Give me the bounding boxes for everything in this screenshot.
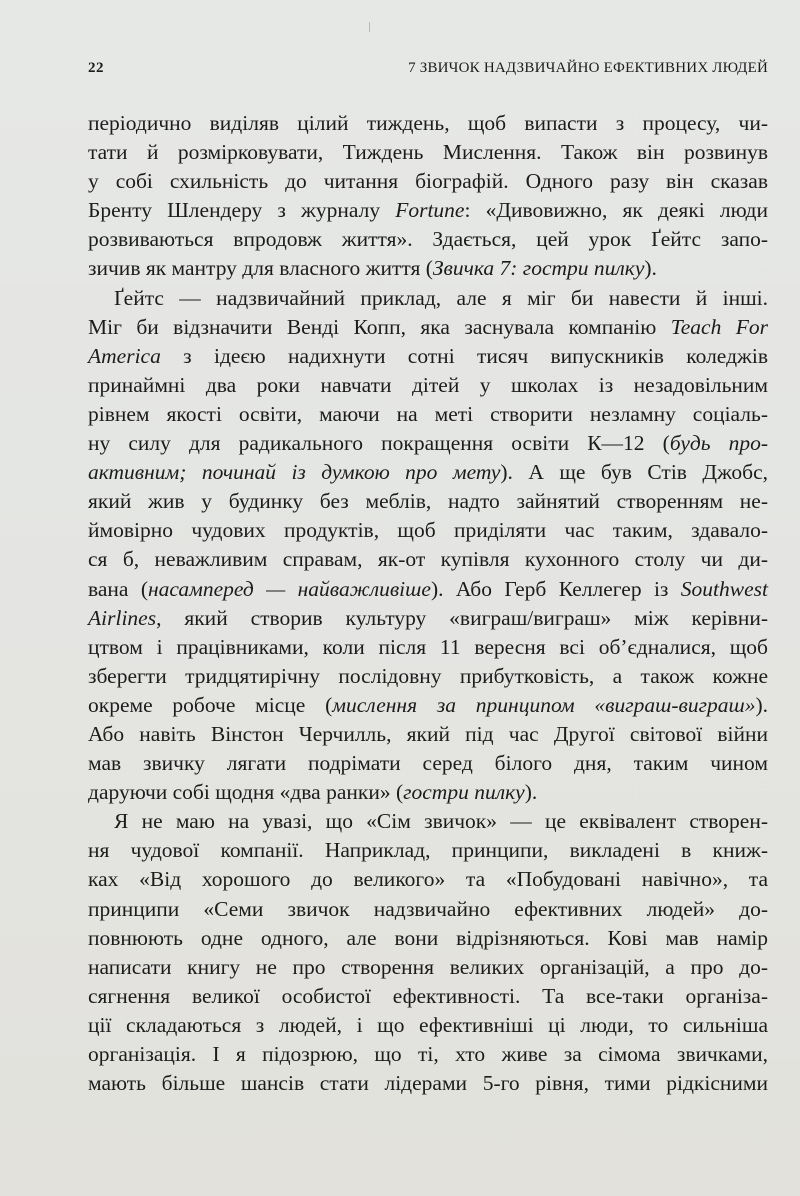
text-line bbox=[88, 865, 768, 894]
text-segment: ). А ще був Стів Джобс, bbox=[500, 460, 768, 485]
scan-artifact-mark bbox=[369, 22, 370, 32]
text-segment: тати й розмірковувати, Тиждень Мислення. Також він розвинув bbox=[88, 140, 768, 165]
running-title: 7 ЗВИЧОК НАДЗВИЧАЙНО ЕФЕКТИВНИХ ЛЮДЕЙ bbox=[408, 60, 768, 76]
text-segment: Я не маю на увазі, що «Сім звичок» — це еквівалент створен- bbox=[114, 809, 768, 834]
text-line bbox=[88, 1011, 768, 1040]
text-segment: ймовірно чудових продуктів, щоб приділяти час таким, здавало- bbox=[88, 518, 768, 543]
italic-text-segment: America bbox=[88, 343, 161, 368]
text-line bbox=[88, 633, 768, 662]
text-segment: Бренту Шлендеру з журналу bbox=[88, 198, 396, 223]
text-line bbox=[88, 662, 768, 691]
text-segment: сягнення великої особистої ефективності. Та все-таки організа- bbox=[88, 983, 768, 1008]
text-segment: принципи «Семи звичок надзвичайно ефективних людей» до- bbox=[88, 896, 768, 921]
text-line bbox=[88, 1069, 768, 1098]
text-segment: ). Або Герб Келлегер із bbox=[430, 576, 681, 601]
text-segment: даруючи собі щодня «два ранки» ( bbox=[88, 780, 404, 805]
text-segment: вана ( bbox=[88, 576, 148, 601]
text-segment: написати книгу не про створення великих організацій, а про до- bbox=[88, 954, 768, 979]
text-line bbox=[88, 429, 768, 458]
text-line bbox=[88, 342, 768, 371]
text-line bbox=[88, 924, 768, 953]
text-segment: окреме робоче місце ( bbox=[88, 692, 333, 717]
text-line bbox=[88, 807, 768, 836]
text-segment: ). bbox=[524, 780, 538, 805]
text-line bbox=[88, 604, 768, 633]
text-segment: ня чудової компанії. Наприклад, принципи, викладені в книж- bbox=[88, 838, 768, 863]
text-line bbox=[88, 225, 768, 254]
text-line bbox=[88, 778, 768, 807]
italic-text-segment: Teach For bbox=[670, 314, 768, 339]
text-line bbox=[88, 371, 768, 400]
text-line bbox=[88, 749, 768, 778]
text-segment: ся б, неважливим справам, як-от купівля кухонного столу чи ди- bbox=[88, 547, 768, 572]
text-segment: у собі схильність до читання біографій. Одного разу він сказав bbox=[88, 169, 768, 194]
text-segment: ції складаються з людей, і що ефективніші ці люди, то сильніша bbox=[88, 1012, 768, 1037]
text-line bbox=[88, 895, 768, 924]
italic-text-segment: гостри пилку bbox=[403, 780, 525, 805]
text-line bbox=[88, 254, 768, 283]
running-head bbox=[88, 60, 768, 84]
text-segment: зберегти тридцятирічну послідовну прибутковість, а також кожне bbox=[88, 663, 768, 688]
italic-text-segment: Airlines bbox=[88, 605, 157, 630]
text-line bbox=[88, 720, 768, 749]
italic-text-segment: мислення за принципом «виграш-виграш» bbox=[332, 692, 756, 717]
text-line bbox=[88, 545, 768, 574]
text-line bbox=[88, 516, 768, 545]
italic-text-segment: активним; починай із думкою про мету bbox=[88, 460, 501, 485]
text-segment: організація. І я підозрюю, що ті, хто живе за сімома звичками, bbox=[88, 1042, 768, 1066]
text-segment: , який створив культуру «виграш/виграш» між керівни- bbox=[156, 605, 768, 630]
text-segment: мав звичку лягати подрімати серед білого дня, таким чином bbox=[88, 751, 768, 776]
italic-text-segment: Fortune bbox=[395, 198, 465, 223]
text-segment: цтвом і працівниками, коли після 11 вересня всі об’єдналися, щоб bbox=[88, 634, 768, 659]
text-line bbox=[88, 167, 768, 196]
text-segment: : «Дивовижно, як деякі люди bbox=[464, 198, 768, 223]
text-line bbox=[88, 109, 768, 138]
text-segment: з ідеєю надихнути сотні тисяч випускників коледжів bbox=[160, 343, 768, 368]
italic-text-segment: Звичка 7: гостри пилку bbox=[432, 256, 645, 281]
text-segment: ). bbox=[755, 692, 768, 717]
text-segment: періодично виділяв цілий тиждень, щоб випасти з процесу, чи- bbox=[88, 111, 768, 135]
text-line bbox=[88, 458, 768, 487]
text-line bbox=[88, 313, 768, 342]
text-line bbox=[88, 400, 768, 429]
text-segment: який жив у будинку без меблів, надто зайнятий створенням не- bbox=[88, 489, 768, 514]
italic-text-segment: насамперед — найважливіше bbox=[147, 576, 431, 601]
text-segment: ках «Від хорошого до великого» та «Побудовані навічно», та bbox=[88, 867, 768, 892]
text-line bbox=[88, 196, 768, 225]
text-line bbox=[88, 691, 768, 720]
page-number: 22 bbox=[88, 60, 104, 76]
text-line bbox=[88, 1040, 768, 1069]
text-line bbox=[88, 982, 768, 1011]
text-line bbox=[88, 284, 768, 313]
text-segment: мають більше шансів стати лідерами 5-го рівня, тими рідкісними bbox=[88, 1071, 768, 1096]
text-segment: зичив як мантру для власного життя ( bbox=[88, 256, 433, 281]
text-line bbox=[88, 575, 768, 604]
text-line bbox=[88, 487, 768, 516]
text-segment: розвиваються впродовж життя». Здається, цей урок Ґейтс запо- bbox=[88, 227, 768, 252]
text-line bbox=[88, 953, 768, 982]
text-segment: ну силу для радикального покращення освіти К—12 ( bbox=[88, 431, 670, 456]
italic-text-segment: будь про- bbox=[669, 431, 768, 456]
text-line bbox=[88, 138, 768, 167]
text-segment: ). bbox=[644, 256, 657, 281]
text-segment: Ґейтс — надзвичайний приклад, але я міг би навести й інші. bbox=[114, 285, 768, 310]
text-segment: рівнем якості освіти, маючи на меті створити незламну соціаль- bbox=[88, 401, 768, 426]
text-segment: Міг би відзначити Венді Копп, яка заснувала компанію bbox=[88, 314, 671, 339]
text-line bbox=[88, 836, 768, 865]
text-segment: Або навіть Вінстон Черчилль, який під час Другої світової війни bbox=[88, 721, 768, 746]
body-text bbox=[88, 109, 768, 1098]
text-segment: повнюють одне одного, але вони відрізняються. Кові мав намір bbox=[88, 925, 768, 950]
text-segment: принаймні два роки навчати дітей у школах із незадовільним bbox=[88, 372, 768, 397]
italic-text-segment: Southwest bbox=[680, 576, 768, 601]
